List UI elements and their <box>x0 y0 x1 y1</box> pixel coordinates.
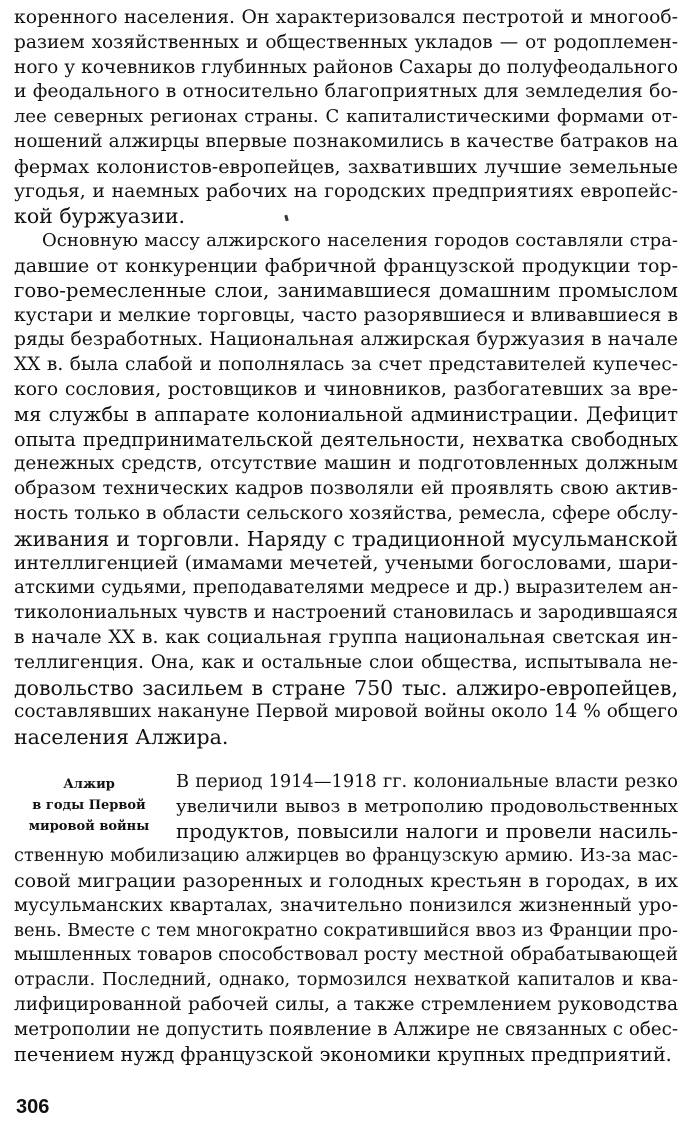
section-algeria-ww1 <box>14 770 678 1068</box>
text-line: вень. Вместе с тем многократно сократившийся ввоз из Франции про- <box>14 920 678 941</box>
text-line: В период 1914—1918 гг. колониальные власти резко <box>176 771 678 792</box>
text-line: XX в. была слабой и пополнялась за счет представителей купечес- <box>14 354 678 376</box>
text-line: метрополии не допустить появление в Алжире не связанных с обес- <box>14 1018 678 1040</box>
text-line: совой миграции разоренных и голодных крестьян в городах, в их <box>14 870 678 893</box>
text-line: ственную мобилизацию алжирцев во французскую армию. Из-за мас- <box>14 846 678 867</box>
margin-note-line: в годы Первой <box>32 797 146 813</box>
text-line: ношений алжирцы впервые познакомились в качестве батраков на <box>14 130 678 152</box>
text-line: Основную массу алжирского населения городов составляли стра- <box>42 230 678 252</box>
text-line: ряды безработных. Национальная алжирская буржуазия в начале <box>14 329 678 351</box>
text-line: гово-ремесленные слои, занимавшиеся домашним промыслом <box>14 278 678 302</box>
text-line: ность только в области сельского хозяйства, ремесла, сфере обслу- <box>14 502 678 524</box>
page-text <box>14 6 678 1067</box>
text-line: мусульманских кварталах, значительно понизился жизненный уро- <box>14 894 678 916</box>
text-line: живания и торговли. Наряду с традиционной мусульманской <box>14 526 678 551</box>
text-line: денежных средств, отсутствие машин и подготовленных должным <box>14 453 678 475</box>
text-line: кой буржуазии. <box>14 204 186 229</box>
margin-note-line: Алжир <box>63 776 115 792</box>
text-line: увеличили вывоз в метрополию продовольственных <box>176 795 678 817</box>
text-line: печением нужд французской экономики крупных предприятий. <box>14 1042 672 1066</box>
text-line: атскими судьями, преподавателями медресе и др.) выразителем ан- <box>14 577 678 599</box>
paragraph-2 <box>14 229 678 750</box>
text-line: населения Алжира. <box>14 725 229 750</box>
text-line: теллигенция. Она, как и остальные слои общества, испытывала не- <box>14 651 678 673</box>
text-line: кустари и мелкие торговцы, часто разорявшиеся и вливавшиеся в <box>14 304 678 326</box>
text-line: отрасли. Последний, однако, тормозился нехваткой капиталов и ква- <box>14 970 678 991</box>
text-line: довольство засильем в стране 750 тыс. алжиро-европейцев, <box>14 675 678 700</box>
text-line: ного у кочевников глубинных районов Сахары до полуфеодального <box>14 56 678 78</box>
section-gap <box>14 750 678 770</box>
text-line: интеллигенцией (имамами мечетей, учеными богословами, шари- <box>14 552 678 574</box>
text-line: кого сословия, ростовщиков и чиновников, разбогатевших за вре- <box>14 378 678 400</box>
text-line: опыта предпринимательской деятельности, нехватка свободных <box>14 427 678 451</box>
paragraph-1 <box>14 6 678 229</box>
text-line: составлявших накануне Первой мировой войны около 14 % общего <box>14 701 678 723</box>
text-line: образом технических кадров позволяли ей проявлять свою актив- <box>14 478 678 500</box>
text-line: в начале XX в. как социальная группа национальная светская ин- <box>14 626 678 648</box>
text-line: коренного населения. Он характеризовался пестротой и многооб- <box>14 7 678 28</box>
text-line: давшие от конкуренции фабричной французской продукции тор- <box>14 254 678 277</box>
margin-note <box>14 774 164 837</box>
margin-note-line: мировой войны <box>28 818 150 834</box>
text-line: фермах колонистов-европейцев, захвативших лучшие земельные <box>14 155 678 178</box>
text-line: лифицированной рабочей силы, а также стремлением руководства <box>14 994 678 1016</box>
text-line: и феодального в относительно благоприятных для земледелия бо- <box>14 81 678 103</box>
text-line: разием хозяйственных и общественных укладов — от родоплемен- <box>14 31 678 53</box>
text-line: продуктов, повысили налоги и провели насиль- <box>176 819 678 843</box>
text-line: мя службы в аппарате колониальной администрации. Дефицит <box>14 402 678 426</box>
page-number: 306 <box>16 1096 50 1118</box>
text-line: лее северных регионах страны. С капиталистическими формами от- <box>14 106 678 128</box>
text-line: мышленных товаров способствовал росту местной обрабатывающей <box>14 944 678 966</box>
text-line: угодья, и наемных рабочих на городских предприятиях европейс- <box>14 180 678 202</box>
text-line: тиколониальных чувств и настроений становилась и зародившаяся <box>14 602 678 624</box>
